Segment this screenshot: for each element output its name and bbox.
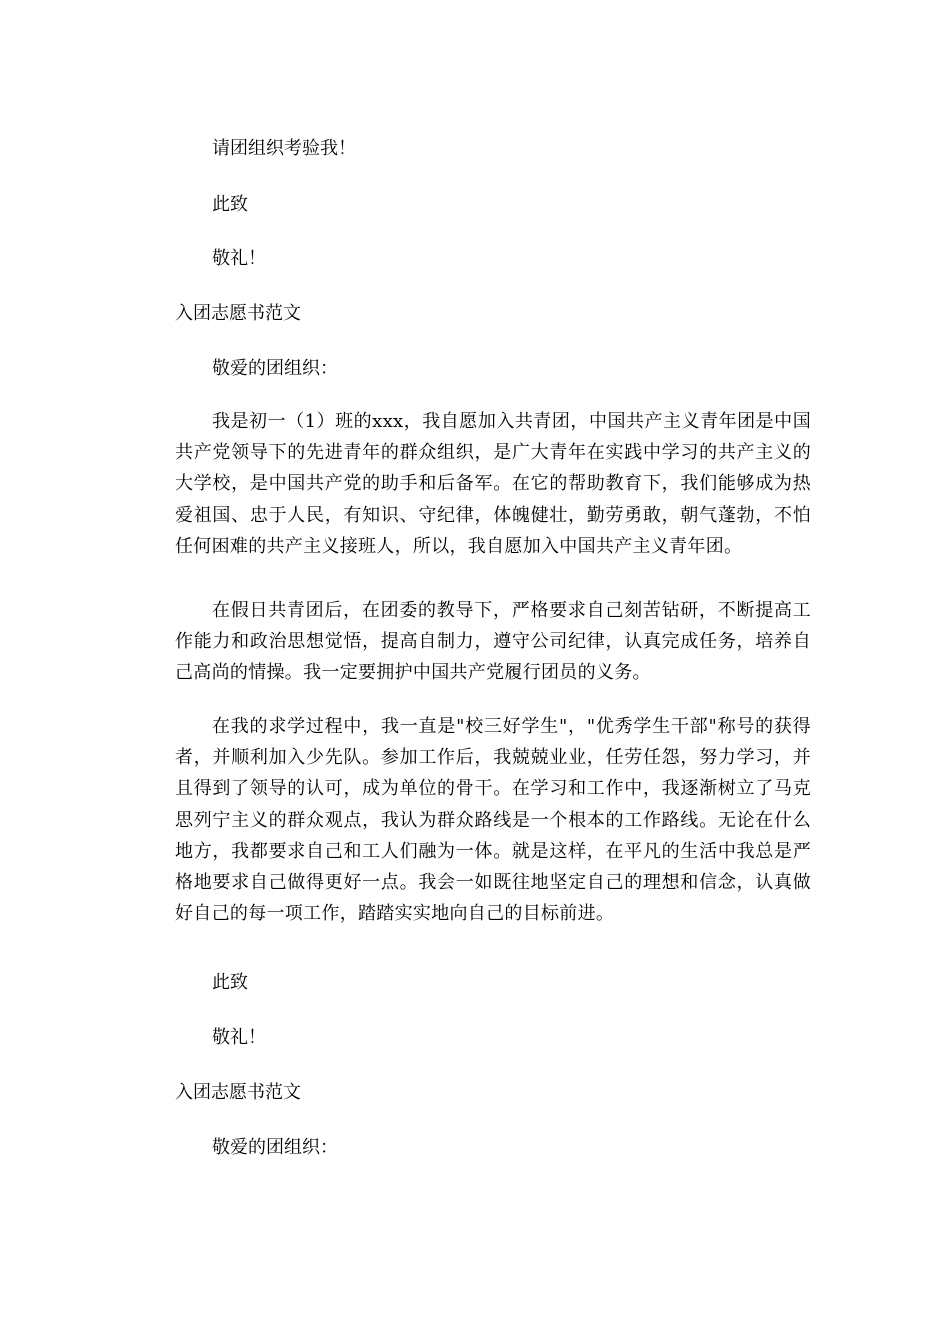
section-title: 入团志愿书范文 — [175, 1082, 301, 1103]
closing-request: 请团组织考验我！ — [212, 138, 356, 159]
body-paragraph: 我是初一（1）班的xxx，我自愿加入共青团，中国共产主义青年团是中国共产党领导下的先进青年的群众组织，是广大青年在实践中学习的共产主义的大学校，是中国共产党的助手和后备军。在它的帮助教育下，我们能够成为热爱祖国、忠于人民，有知识、守纪律，体魄健壮，勤劳勇敢，朝气蓬勃，不怕任何困难的共产主义接班人，所以，我自愿加入中国共产主义青年团。 — [175, 411, 811, 557]
greeting: 敬爱的团组织： — [212, 1137, 338, 1158]
greeting: 敬爱的团组织： — [212, 358, 338, 379]
body-paragraph: 在我的求学过程中，我一直是"校三好学生"，"优秀学生干部"称号的获得者，并顺利加入少先队。参加工作后，我兢兢业业，任劳任怨，努力学习，并且得到了领导的认可，成为单位的骨干。在学习和工作中，我逐渐树立了马克思列宁主义的群众观点，我认为群众路线是一个根本的工作路线。无论在什么地方，我都要求自己和工人们融为一体。就是这样，在平凡的生活中我总是严格地要求自己做得更好一点。我会一如既往地坚定自己的理想和信念，认真做好自己的每一项工作，踏踏实实地向自己的目标前进。 — [175, 716, 811, 925]
body-paragraph: 在假日共青团后，在团委的教导下，严格要求自己刻苦钻研，不断提高工作能力和政治思想觉悟，提高自制力，遵守公司纪律，认真完成任务，培养自己高尚的情操。我一定要拥护中国共产党履行团员的义务。 — [175, 600, 811, 684]
section-title: 入团志愿书范文 — [175, 303, 301, 324]
closing-regards: 敬礼！ — [212, 1027, 266, 1048]
closing-regards: 敬礼！ — [212, 248, 266, 269]
closing-salutation: 此致 — [212, 972, 248, 993]
closing-salutation: 此致 — [212, 194, 248, 215]
